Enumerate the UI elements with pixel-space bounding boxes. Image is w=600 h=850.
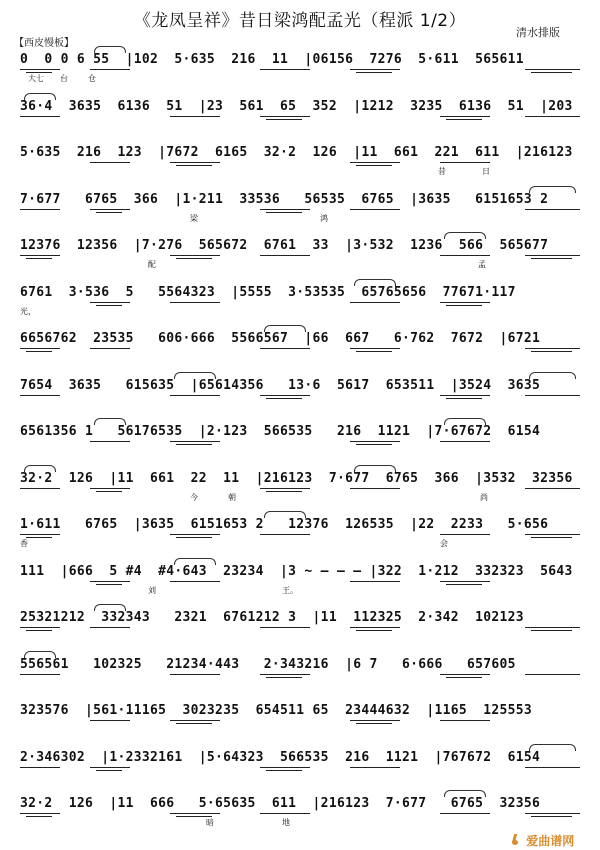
beam-line bbox=[170, 162, 220, 163]
lyric-char: 台 bbox=[60, 74, 68, 83]
beam-line bbox=[90, 627, 130, 628]
slur-arc bbox=[24, 465, 56, 472]
beam-line bbox=[260, 813, 310, 814]
site-watermark bbox=[512, 832, 574, 849]
notation-line: 32·2 126 |11 661 22 11 |216123 7·677 6765 366 |3532 32356 bbox=[20, 470, 573, 486]
beam-line bbox=[90, 348, 130, 349]
beam-line bbox=[350, 348, 400, 349]
notation-line: 323576 |561·11165 3023235 654511 65 23444632 |1165 125553 bbox=[20, 703, 532, 718]
notation-line: 32·2 126 |11 666 5·65635 611 |216123 7·677 6765 32356 bbox=[20, 796, 541, 811]
arranger-credit: 清水排版 bbox=[516, 26, 560, 39]
beam-line bbox=[20, 209, 60, 210]
beam-line bbox=[26, 258, 52, 259]
beam-line bbox=[350, 627, 400, 628]
slur-arc bbox=[94, 418, 126, 425]
score-row bbox=[20, 517, 592, 557]
notation-line: 1·611 6765 |3635 6151653 2 12376 126535 |22 2233 5·656 bbox=[20, 517, 549, 532]
lyric-char: 配 bbox=[148, 260, 156, 269]
notation-line: 0 0 0 6 55 |102 5·635 216 11 |06156 7276 5·611 565611 bbox=[20, 52, 524, 67]
score-row bbox=[20, 796, 592, 836]
score-row bbox=[20, 703, 592, 743]
beam-line bbox=[531, 72, 572, 73]
beam-line bbox=[531, 537, 572, 538]
beam-line bbox=[260, 534, 310, 535]
beam-line bbox=[440, 162, 490, 163]
slur-arc bbox=[264, 511, 306, 518]
beam-line bbox=[356, 630, 392, 631]
score-row bbox=[20, 378, 592, 418]
beam-line bbox=[260, 627, 310, 628]
notation-line: 6761 3·536 5 5564323 |5555 3·53535 65765656 77671·117 bbox=[20, 284, 516, 300]
notation-line: 7·677 6765 366 |1·211 33536 56535 6765 |3635 6151653 2 bbox=[20, 191, 549, 207]
beam-line bbox=[26, 630, 52, 631]
beam-line bbox=[356, 165, 392, 166]
score-row bbox=[20, 52, 592, 92]
beam-line bbox=[170, 302, 220, 303]
score-row bbox=[20, 99, 592, 139]
slur-arc bbox=[94, 604, 126, 611]
beam-line bbox=[260, 348, 310, 349]
beam-line bbox=[440, 302, 490, 303]
watermark-text: 爱曲谱网 bbox=[526, 834, 575, 848]
beam-line bbox=[440, 441, 490, 442]
beam-line bbox=[356, 723, 392, 724]
lyric-char: 光， bbox=[20, 306, 36, 316]
beam-line bbox=[176, 537, 212, 538]
slur-arc bbox=[94, 46, 126, 53]
beam-line bbox=[356, 72, 392, 73]
beam-line bbox=[440, 720, 490, 721]
lyric-char: 尚 bbox=[480, 492, 488, 502]
lyric-char: 刘 bbox=[148, 585, 156, 595]
beam-line bbox=[90, 581, 130, 582]
notation-line: 36·4 3635 6136 51 |23 561 65 352 |1212 3235 6136 51 |203 bbox=[20, 98, 573, 114]
beam-line bbox=[446, 677, 482, 678]
beam-line bbox=[525, 116, 580, 117]
page-title: 《龙凤呈祥》昔日梁鸿配孟光（程派 1/2） bbox=[133, 11, 467, 31]
beam-line bbox=[90, 209, 130, 210]
notation-line: 556561 102325 21234·443 2·343216 |6 7 6·666 657605 bbox=[20, 656, 516, 672]
slur-arc bbox=[264, 325, 306, 332]
beam-line bbox=[440, 813, 490, 814]
lyric-char: 梁 bbox=[190, 213, 198, 223]
beam-line bbox=[90, 69, 130, 70]
beam-line bbox=[266, 119, 302, 120]
beam-line bbox=[525, 627, 580, 628]
lyric-char: 地 bbox=[282, 818, 290, 827]
beam-line bbox=[20, 813, 60, 814]
beam-line bbox=[350, 209, 400, 210]
beam-line bbox=[96, 491, 122, 492]
beam-line bbox=[531, 630, 572, 631]
lyric-char: 仓 bbox=[88, 74, 96, 83]
notation-line: 25321212 332343 2321 6761212 3 |11 112325 2·342 102123 bbox=[20, 610, 524, 625]
beam-line bbox=[170, 813, 220, 814]
beam-line bbox=[26, 816, 52, 817]
beam-line bbox=[446, 305, 482, 306]
beam-line bbox=[26, 351, 52, 352]
beam-line bbox=[440, 674, 490, 675]
beam-line bbox=[266, 677, 302, 678]
beam-line bbox=[20, 116, 60, 117]
lyric-char: 孟 bbox=[478, 260, 486, 269]
beam-line bbox=[176, 258, 212, 259]
beam-line bbox=[266, 212, 302, 213]
beam-line bbox=[531, 258, 572, 259]
beam-line bbox=[525, 813, 580, 814]
beam-line bbox=[20, 395, 60, 396]
beam-line bbox=[350, 767, 400, 768]
lyric-char: 会 bbox=[440, 539, 448, 548]
beam-line bbox=[266, 491, 302, 492]
beam-line bbox=[20, 348, 60, 349]
beam-line bbox=[531, 351, 572, 352]
beam-line bbox=[350, 441, 400, 442]
slur-arc bbox=[174, 558, 216, 565]
beam-line bbox=[96, 584, 122, 585]
beam-line bbox=[96, 305, 122, 306]
lyric-char: 鸿 bbox=[320, 213, 328, 223]
beam-line bbox=[20, 767, 60, 768]
beam-line bbox=[170, 255, 220, 256]
score-row bbox=[20, 238, 592, 278]
notation-line: 12376 12356 |7·276 565672 6761 33 |3·532 1236 566 565677 bbox=[20, 238, 549, 253]
beam-line bbox=[350, 488, 400, 489]
beam-line bbox=[170, 395, 220, 396]
score-row bbox=[20, 285, 592, 325]
beam-line bbox=[525, 488, 580, 489]
slur-arc bbox=[24, 651, 56, 658]
beam-line bbox=[350, 302, 400, 303]
beam-line bbox=[350, 720, 400, 721]
beam-line bbox=[20, 674, 60, 675]
beam-line bbox=[96, 212, 122, 213]
beam-line bbox=[525, 209, 580, 210]
beam-line bbox=[90, 162, 130, 163]
lyric-char: 今 bbox=[190, 492, 198, 502]
beam-line bbox=[90, 767, 130, 768]
beam-line bbox=[531, 816, 572, 817]
beam-line bbox=[260, 209, 310, 210]
beam-line bbox=[90, 488, 130, 489]
notation-line: 7654 3635 615635 |65614356 13·6 5617 653511 |3524 3635 bbox=[20, 377, 541, 393]
beam-line bbox=[170, 441, 220, 442]
lyric-char: 香 bbox=[20, 539, 28, 548]
lyric-char: 王。 bbox=[282, 585, 298, 595]
beam-line bbox=[176, 723, 212, 724]
beam-line bbox=[356, 351, 392, 352]
slur-arc bbox=[354, 279, 396, 286]
banshi-label: 【西皮慢板】 bbox=[14, 38, 74, 49]
lyric-char: 朝 bbox=[228, 492, 236, 502]
slur-arc bbox=[354, 465, 396, 472]
lyric-char: 昔 bbox=[438, 167, 446, 176]
slur-arc bbox=[529, 186, 576, 193]
beam-line bbox=[260, 395, 310, 396]
beam-line bbox=[266, 770, 302, 771]
beam-line bbox=[176, 444, 212, 445]
music-note-icon bbox=[512, 833, 522, 845]
beam-line bbox=[356, 444, 392, 445]
beam-line bbox=[525, 534, 580, 535]
score-row bbox=[20, 192, 592, 232]
beam-line bbox=[525, 674, 580, 675]
beam-line bbox=[170, 534, 220, 535]
beam-line bbox=[260, 488, 310, 489]
beam-line bbox=[20, 534, 60, 535]
beam-line bbox=[525, 255, 580, 256]
beam-line bbox=[20, 69, 60, 70]
beam-line bbox=[440, 395, 490, 396]
score-row bbox=[20, 750, 592, 790]
notation-line: 111 |666 5 #4 #4·643 23234 |3 ~ — — — |322 1·212 332323 5643 bbox=[20, 563, 573, 579]
slur-arc bbox=[529, 372, 576, 379]
beam-line bbox=[440, 116, 490, 117]
score-row bbox=[20, 610, 592, 650]
beam-line bbox=[260, 767, 310, 768]
score-row bbox=[20, 471, 592, 511]
score-row bbox=[20, 145, 592, 185]
lyric-char: 日 bbox=[482, 167, 490, 176]
slur-arc bbox=[444, 790, 486, 797]
beam-line bbox=[260, 69, 310, 70]
beam-line bbox=[170, 581, 220, 582]
beam-line bbox=[446, 398, 482, 399]
beam-line bbox=[525, 348, 580, 349]
beam-line bbox=[176, 165, 212, 166]
beam-line bbox=[446, 584, 482, 585]
beam-line bbox=[350, 581, 400, 582]
slur-arc bbox=[444, 232, 486, 239]
notation-line: 6561356 1 56176535 |2·123 566535 216 1121 |7·67672 6154 bbox=[20, 424, 541, 439]
beam-line bbox=[170, 116, 220, 117]
beam-line bbox=[90, 302, 130, 303]
slur-arc bbox=[444, 418, 486, 425]
beam-line bbox=[446, 119, 482, 120]
beam-line bbox=[26, 537, 52, 538]
beam-line bbox=[440, 255, 490, 256]
beam-line bbox=[350, 69, 400, 70]
lyric-char: 暗 bbox=[206, 818, 214, 827]
beam-line bbox=[90, 441, 130, 442]
slur-arc bbox=[174, 372, 216, 379]
notation-line: 5·635 216 123 |7672 6165 32·2 126 |11 661 221 611 |216123 bbox=[20, 145, 573, 160]
score-row bbox=[20, 657, 592, 697]
beam-line bbox=[260, 255, 310, 256]
beam-line bbox=[266, 398, 302, 399]
score-row bbox=[20, 424, 592, 464]
beam-line bbox=[90, 720, 130, 721]
beam-line bbox=[525, 69, 580, 70]
lyric-char: 大七 bbox=[28, 74, 44, 83]
beam-line bbox=[525, 395, 580, 396]
beam-line bbox=[20, 255, 60, 256]
beam-line bbox=[260, 116, 310, 117]
score-row bbox=[20, 331, 592, 371]
notation-line: 2·346302 |1·2332161 |5·64323 566535 216 1121 |767672 6154 bbox=[20, 749, 541, 765]
score-row bbox=[20, 564, 592, 604]
slur-arc bbox=[24, 93, 56, 100]
beam-line bbox=[525, 767, 580, 768]
notation-line: 6656762 23535 606·666 5566567 |66 667 6·762 7672 |6721 bbox=[20, 331, 541, 346]
beam-line bbox=[20, 488, 60, 489]
beam-line bbox=[350, 162, 400, 163]
beam-line bbox=[96, 770, 122, 771]
beam-line bbox=[440, 534, 490, 535]
beam-line bbox=[20, 627, 60, 628]
slur-arc bbox=[529, 744, 576, 751]
beam-line bbox=[170, 674, 220, 675]
beam-line bbox=[440, 581, 490, 582]
beam-line bbox=[260, 674, 310, 675]
beam-line bbox=[170, 720, 220, 721]
